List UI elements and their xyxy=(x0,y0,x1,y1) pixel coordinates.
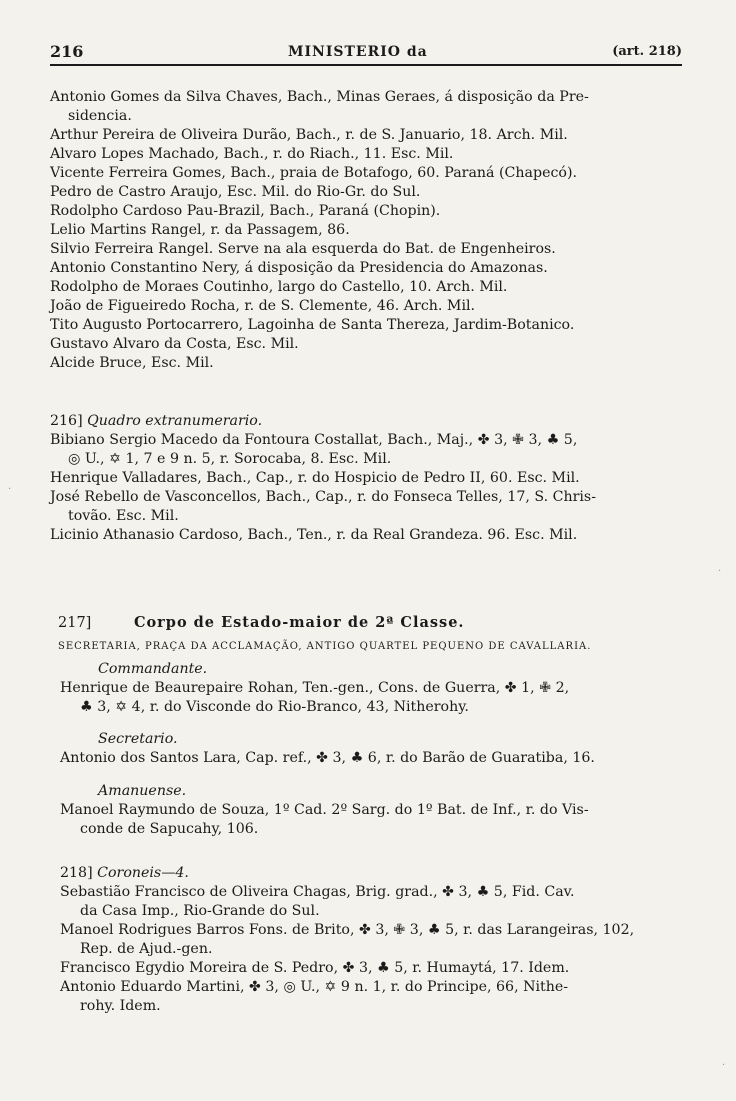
scan-speck: · xyxy=(718,566,722,577)
section-title: Quadro extranumerario. xyxy=(87,413,263,429)
article-reference: (art. 218) xyxy=(612,44,682,59)
role-label: Amanuense. xyxy=(98,783,187,799)
list-item: João de Figueiredo Rocha, r. de S. Clemente, 46. Arch. Mil. xyxy=(50,298,476,314)
list-item: rohy. Idem. xyxy=(80,998,161,1014)
role-label: Commandante. xyxy=(98,661,208,677)
page-header xyxy=(50,40,682,66)
list-item: Henrique de Beaurepaire Rohan, Ten.-gen., Cons. de Guerra, ✤ 1, ✙ 2, xyxy=(60,680,570,696)
list-item: Manoel Raymundo de Souza, 1º Cad. 2º Sarg. do 1º Bat. de Inf., r. do Vis- xyxy=(60,802,589,818)
role-label: Secretario. xyxy=(98,731,178,747)
page-number: 216 xyxy=(50,42,84,61)
section-number: 217] xyxy=(58,615,92,631)
scan-speck: · xyxy=(722,1060,726,1071)
list-item: Sebastião Francisco de Oliveira Chagas, Brig. grad., ✤ 3, ♣ 5, Fid. Cav. xyxy=(60,884,575,900)
list-item: Antonio Eduardo Martini, ✤ 3, ◎ U., ✡ 9 n. 1, r. do Principe, 66, Nithe- xyxy=(60,979,569,995)
list-item: Manoel Rodrigues Barros Fons. de Brito, ✤ 3, ✙ 3, ♣ 5, r. das Larangeiras, 102, xyxy=(60,922,635,938)
list-item: sidencia. xyxy=(68,108,132,124)
list-item: Alvaro Lopes Machado, Bach., r. do Riach., 11. Esc. Mil. xyxy=(50,146,454,162)
list-item: Henrique Valladares, Bach., Cap., r. do Hospicio de Pedro II, 60. Esc. Mil. xyxy=(50,470,580,486)
list-item: Antonio Constantino Nery, á disposição da Presidencia do Amazonas. xyxy=(50,260,548,276)
list-item: Lelio Martins Rangel, r. da Passagem, 86. xyxy=(50,222,350,238)
section-218-heading xyxy=(60,864,189,882)
list-item: Francisco Egydio Moreira de S. Pedro, ✤ 3, ♣ 5, r. Humaytá, 17. Idem. xyxy=(60,960,570,976)
list-item: Rep. de Ajud.-gen. xyxy=(80,941,213,957)
list-item: Pedro de Castro Araujo, Esc. Mil. do Rio-Gr. do Sul. xyxy=(50,184,421,200)
section-217-heading xyxy=(58,614,464,632)
list-item: ◎ U., ✡ 1, 7 e 9 n. 5, r. Sorocaba, 8. Esc. Mil. xyxy=(68,451,392,467)
list-item: da Casa Imp., Rio-Grande do Sul. xyxy=(80,903,320,919)
list-item: tovão. Esc. Mil. xyxy=(68,508,179,524)
list-item: Alcide Bruce, Esc. Mil. xyxy=(50,355,214,371)
section-title: Corpo de Estado-maior de 2ª Classe. xyxy=(133,614,465,631)
list-item: ♣ 3, ✡ 4, r. do Visconde do Rio-Branco, 43, Nitherohy. xyxy=(80,699,469,715)
list-item: Antonio Gomes da Silva Chaves, Bach., Minas Geraes, á disposição da Pre- xyxy=(50,89,589,105)
list-item: Silvio Ferreira Rangel. Serve na ala esquerda do Bat. de Engenheiros. xyxy=(50,241,556,257)
section-number: 218] xyxy=(60,865,93,881)
list-item: José Rebello de Vasconcellos, Bach., Cap., r. do Fonseca Telles, 17, S. Chris- xyxy=(50,489,597,505)
list-item: Arthur Pereira de Oliveira Durão, Bach., r. de S. Januario, 18. Arch. Mil. xyxy=(50,127,568,143)
list-item: Bibiano Sergio Macedo da Fontoura Costallat, Bach., Maj., ✤ 3, ✙ 3, ♣ 5, xyxy=(50,432,578,448)
running-title: MINISTERIO da xyxy=(288,44,428,60)
list-item: Rodolpho Cardoso Pau-Brazil, Bach., Paraná (Chopin). xyxy=(50,203,441,219)
list-item: Vicente Ferreira Gomes, Bach., praia de Botafogo, 60. Paraná (Chapecó). xyxy=(50,165,578,181)
list-item: Tito Augusto Portocarrero, Lagoinha de Santa Thereza, Jardim-Botanico. xyxy=(50,317,575,333)
section-title: Coroneis—4. xyxy=(97,865,189,881)
header-rule xyxy=(50,64,682,66)
section-subtitle: SECRETARIA, PRAÇA DA ACCLAMAÇÃO, ANTIGO QUARTEL PEQUENO DE CAVALLARIA. xyxy=(58,641,592,652)
list-item: Antonio dos Santos Lara, Cap. ref., ✤ 3, ♣ 6, r. do Barão de Guaratiba, 16. xyxy=(60,750,595,766)
scan-speck: · xyxy=(8,484,12,495)
list-item: Licinio Athanasio Cardoso, Bach., Ten., r. da Real Grandeza. 96. Esc. Mil. xyxy=(50,527,578,543)
list-item: conde de Sapucahy, 106. xyxy=(80,821,259,837)
list-item: Gustavo Alvaro da Costa, Esc. Mil. xyxy=(50,336,299,352)
section-216-heading xyxy=(50,412,262,430)
section-number: 216] xyxy=(50,413,83,429)
list-item: Rodolpho de Moraes Coutinho, largo do Castello, 10. Arch. Mil. xyxy=(50,279,508,295)
